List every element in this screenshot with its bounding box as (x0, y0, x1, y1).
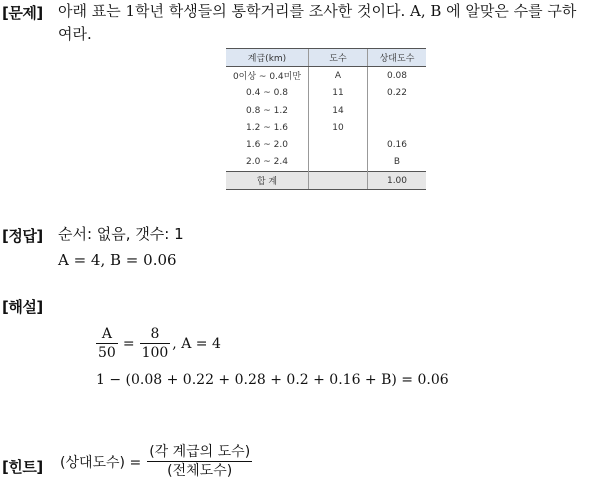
explanation-equation1 (94, 325, 221, 362)
answer-line2: A = 4, B = 0.06 (58, 251, 177, 269)
fraction-denominator: 50 (98, 345, 116, 361)
explanation-equation2: 1 − (0.08 + 0.22 + 0.28 + 0.2 + 0.16 + B) = 0.06 (96, 372, 449, 388)
table-cell: 0이상 ~ 0.4미만 (232, 72, 302, 83)
answer-label: [정답] (2, 227, 43, 245)
table-cell: 1.2 ~ 1.6 (246, 122, 288, 133)
table-cell: 0.8 ~ 1.2 (246, 105, 288, 116)
fraction-numerator: A (101, 326, 112, 342)
equation-tail: , A = 4 (172, 335, 221, 352)
table-cell (368, 102, 427, 119)
answer-line1: 순서: 없음, 갯수: 1 (58, 225, 184, 243)
problem-text-line2: 여라. (58, 25, 92, 43)
table-row (226, 119, 426, 136)
table-cell (368, 119, 427, 136)
fraction-numerator: (각 계급의 도수) (149, 444, 251, 460)
equals-sign: = (122, 335, 135, 352)
table-cell: 11 (309, 85, 368, 102)
hint-formula (60, 443, 254, 480)
table-cell: 1.6 ~ 2.0 (246, 140, 288, 151)
problem-text-line1: 아래 표는 1학년 학생들의 통학거리를 조사한 것이다. A, B 에 알맞은 수를 구하 (58, 2, 577, 20)
table-cell: B (368, 154, 427, 172)
table-total-row (226, 172, 426, 190)
header-frequency: 도수 (309, 49, 368, 67)
table-cell (309, 154, 368, 172)
header-relative-frequency: 상대도수 (368, 49, 427, 67)
table-cell: 0.22 (368, 85, 427, 102)
fraction-denominator: 100 (141, 345, 169, 361)
table-cell (309, 136, 368, 153)
explanation-label: [해설] (2, 298, 43, 316)
hint-fraction (147, 443, 252, 480)
table-cell: 0.08 (368, 67, 427, 85)
table-header-row (226, 49, 426, 67)
table-cell: 2.0 ~ 2.4 (246, 157, 288, 168)
total-frequency (309, 172, 368, 190)
table-cell: 10 (309, 119, 368, 136)
table-row (226, 85, 426, 102)
table-cell: 0.4 ~ 0.8 (246, 88, 288, 99)
table-cell: A (309, 67, 368, 85)
problem-label: [문제] (2, 4, 43, 22)
fraction-numerator: 8 (150, 326, 160, 342)
fraction-a-over-50 (96, 325, 118, 362)
fraction-denominator: (전체도수) (147, 461, 252, 480)
table-row (226, 136, 426, 153)
table-row (226, 67, 426, 85)
table-row (226, 154, 426, 172)
table-cell: 14 (309, 102, 368, 119)
frequency-table (226, 48, 426, 190)
hint-lhs: (상대도수) = (60, 454, 142, 471)
hint-label: [힌트] (2, 458, 43, 476)
total-label: 합 계 (226, 172, 309, 190)
header-class: 계급(km) (226, 49, 309, 67)
table-row (226, 102, 426, 119)
fraction-8-over-100 (140, 325, 171, 362)
total-relative-frequency: 1.00 (368, 172, 427, 190)
table-cell: 0.16 (368, 136, 427, 153)
